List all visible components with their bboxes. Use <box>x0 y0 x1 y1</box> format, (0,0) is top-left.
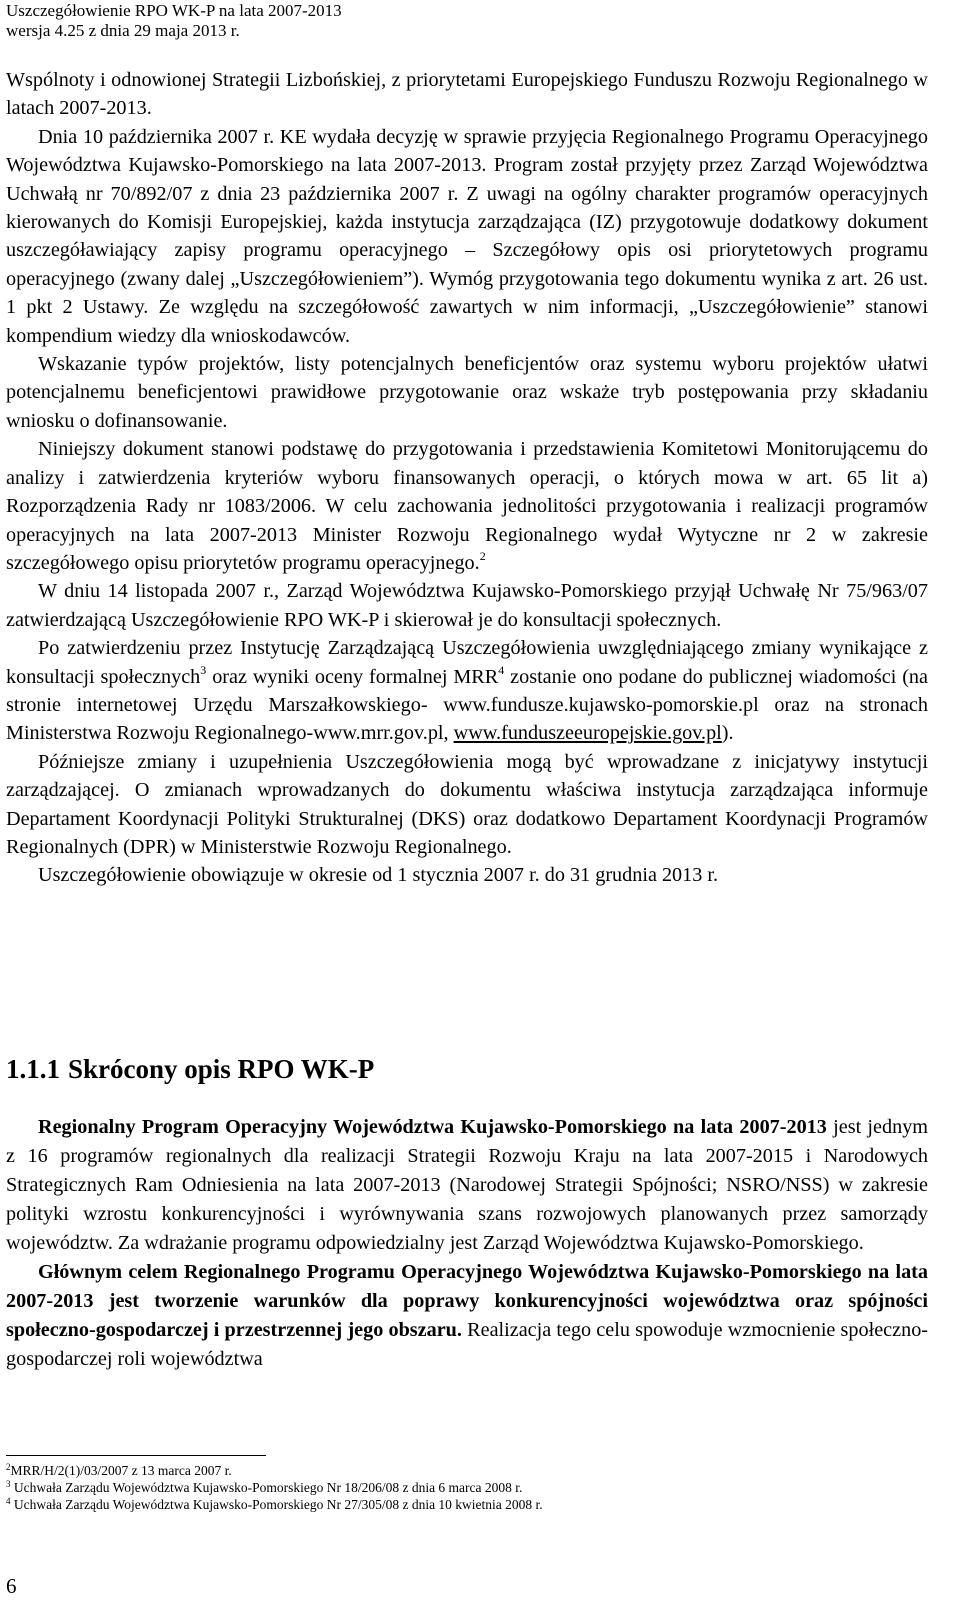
paragraph-text: oraz wyniki oceny formalnej MRR <box>206 665 499 688</box>
paragraph: Uszczegółowienie obowiązuje w okresie od 1 stycznia 2007 r. do 31 grudnia 2013 r. <box>38 864 719 887</box>
section-heading <box>6 1052 374 1086</box>
paragraph: Dnia 10 października 2007 r. KE wydała decyzję w sprawie przyjęcia Regionalnego Programu Operacyjnego Województwa Kujawsko-Pomorskiego na lata 2007-2013. Program został przyjęty przez Zarząd Województwa Uchwałą nr 70/892/07 z dnia 23 października 2007 r. Z uwagi na ogólny charakter programów operacyjnych kierowanych do Komisji Europejskiej, każda instytucja zarządzająca (IZ) przygotowuje dodatkowy dokument uszczegóławiający zapisy programu operacyjnego – Szczegółowy opis osi priorytetowych programu operacyjnego (zwany dalej „Uszczegółowieniem”). Wymóg przygotowania tego dokumentu wynika z art. 26 ust. 1 pkt 2 Ustawy. Ze względu na szczegółowość zawartych w nim informacji, „Uszczegółowienie” stanowi kompendium wiedzy dla wnioskodawców. <box>6 125 928 347</box>
paragraph-text: zostanie ono podane do publicznej wiadomości (na stronie internetowej Urzędu Marszałkowskiego- www.fundusze.kujawsko-pomorskie.pl oraz na stronach Ministerstwa Rozwoju Regionalnego-www.mrr.gov.pl, <box>6 665 928 745</box>
section-title: Skrócony opis RPO WK-P <box>68 1054 375 1084</box>
paragraph: Wskazanie typów projektów, listy potencjalnych beneficjentów oraz systemu wyboru projektów ułatwi potencjalnemu beneficjentowi prawidłowe przygotowanie oraz wskaże tryb postępowania przy składaniu wniosku o dofinansowanie. <box>6 353 928 432</box>
paragraph <box>6 634 928 748</box>
website-link[interactable]: www.funduszeeuropejskie.gov.pl <box>453 722 722 745</box>
paragraph: Wspólnoty i odnowionej Strategii Lizbońskiej, z priorytetami Europejskiego Funduszu Rozwoju Regionalnego w latach 2007-2013. <box>6 69 928 120</box>
paragraph-text: jest jednym z 16 programów regionalnych dla realizacji Strategii Rozwoju Kraju na lata 2007-2015 i Narodowych Strategicznych Ram Odniesienia na lata 2007-2013 (Narodowej Strategii Spójności; NSRO/NSS) w zakresie polityki wzrostu konkurencyjności i wyrównywania szans rozwojowych planowanych przez samorządy województw. Za wdrażanie programu odpowiedzialny jest Zarząd Województwa Kujawsko-Pomorskiego. <box>6 1116 928 1254</box>
footnote-separator <box>6 1455 266 1456</box>
footnote-ref[interactable]: 2 <box>479 548 486 563</box>
body-text <box>6 66 928 890</box>
footnote <box>6 1479 543 1496</box>
running-header <box>6 1 342 41</box>
footnote-text: Uchwała Zarządu Województwa Kujawsko-Pomorskiego Nr 18/206/08 z dnia 6 marca 2008 r. <box>10 1480 523 1495</box>
paragraph <box>6 1258 928 1374</box>
paragraph-text: Niniejszy dokument stanowi podstawę do przygotowania i przedstawienia Komitetowi Monitorującemu do analizy i zatwierdzenia kryteriów wyboru finansowanych operacji, o których mowa w art. 65 lit a) Rozporządzenia Rady nr 1083/2006. W celu zachowania jednolitości przygotowania i realizacji programów operacyjnych na lata 2007-2013 Minister Rozwoju Regionalnego wydał Wytyczne nr 2 w zakresie szczegółowego opisu priorytetów programu operacyjnego. <box>6 438 928 574</box>
section-number: 1.1.1 <box>6 1054 60 1084</box>
paragraph <box>6 1113 928 1258</box>
paragraph-text: Po zatwierdzeniu przez Instytucję Zarządzającą Uszczegółowienia uwzględniającego zmiany wynikające z konsultacji społecznych <box>6 637 928 688</box>
footnote-mark: 2 <box>6 1462 11 1472</box>
footnote-ref[interactable]: 3 <box>200 662 207 677</box>
footnote <box>6 1496 543 1513</box>
paragraph-text: ). <box>721 722 734 745</box>
paragraph-text: Realizacja tego celu spowoduje wzmocnienie społeczno-gospodarczej roli województwa <box>6 1319 929 1370</box>
program-name-bold: Regionalny Program Operacyjny Województwa Kujawsko-Pomorskiego na lata 2007-2013 <box>38 1116 827 1138</box>
footnotes <box>6 1462 543 1513</box>
paragraph: W dniu 14 listopada 2007 r., Zarząd Województwa Kujawsko-Pomorskiego przyjął Uchwałę Nr 75/963/07 zatwierdzającą Uszczegółowienie RPO WK-P i skierował je do konsultacji społecznych. <box>6 580 928 631</box>
footnote-mark: 3 <box>6 1479 11 1489</box>
paragraph <box>6 435 928 577</box>
footnote <box>6 1462 543 1479</box>
main-goal-bold: Głównym celem Regionalnego Programu Operacyjnego Województwa Kujawsko-Pomorskiego na lata 2007-2013 jest tworzenie warunków dla poprawy konkurencyjności województwa oraz spójności społeczno-gospodarczej i przestrzennej jego obszaru. <box>6 1261 928 1341</box>
page-number: 6 <box>6 1574 17 1598</box>
paragraph: Późniejsze zmiany i uzupełnienia Uszczegółowienia mogą być wprowadzane z inicjatywy instytucji zarządzającej. O zmianach wprowadzanych do dokumentu właściwa instytucja zarządzająca informuje Departament Koordynacji Polityki Strukturalnej (DKS) oraz dodatkowo Departament Koordynacji Programów Regionalnych (DPR) w Ministerstwie Rozwoju Regionalnego. <box>6 750 928 858</box>
header-document-title: Uszczegółowienie RPO WK-P na lata 2007-2013 <box>6 1 342 20</box>
footnote-ref[interactable]: 4 <box>498 662 505 677</box>
header-version: wersja 4.25 z dnia 29 maja 2013 r. <box>6 21 240 40</box>
section-body-text <box>6 1113 928 1374</box>
footnote-mark: 4 <box>6 1496 11 1506</box>
footnote-text: MRR/H/2(1)/03/2007 z 13 marca 2007 r. <box>10 1463 232 1478</box>
footnote-text: Uchwała Zarządu Województwa Kujawsko-Pomorskiego Nr 27/305/08 z dnia 10 kwietnia 2008 r. <box>10 1497 543 1512</box>
